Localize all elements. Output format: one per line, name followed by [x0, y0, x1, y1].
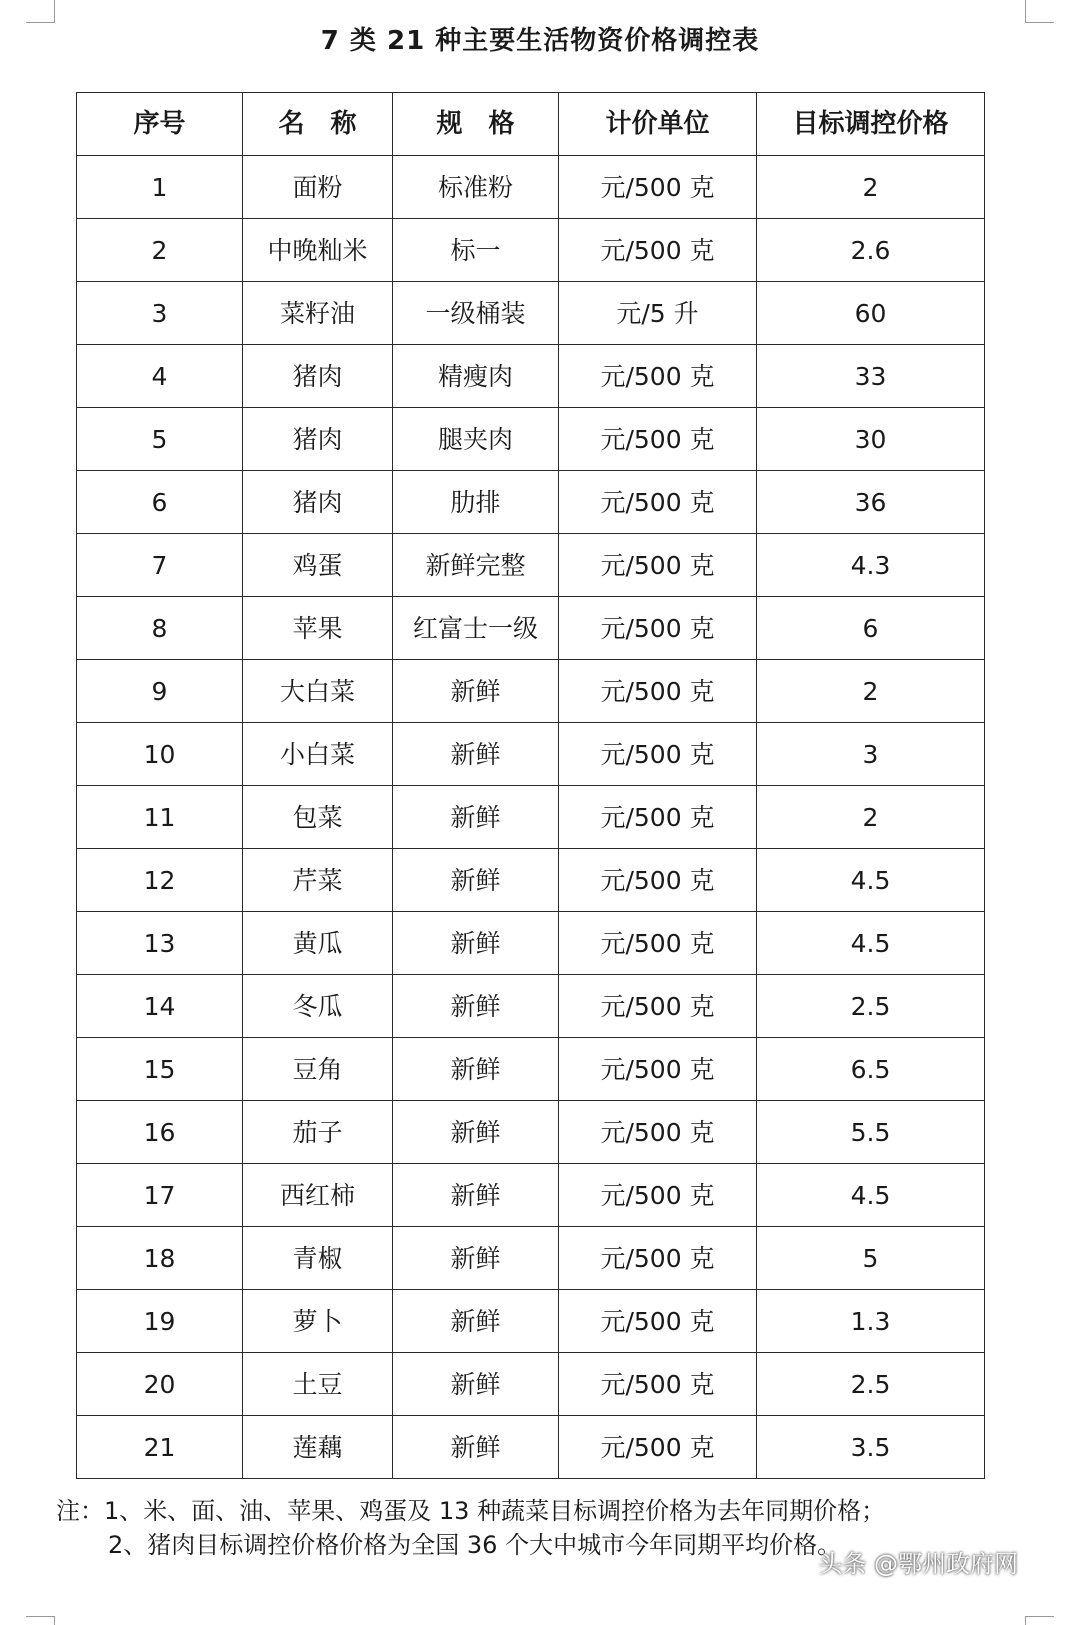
table-row	[77, 408, 985, 471]
cell-target-price: 60	[757, 282, 985, 345]
cell-target-price: 2.5	[757, 975, 985, 1038]
cell-pricing-unit: 元/500 克	[559, 534, 757, 597]
cell-serial-number: 16	[77, 1101, 243, 1164]
table-row	[77, 1164, 985, 1227]
cell-specification: 一级桶装	[393, 282, 559, 345]
cell-serial-number: 11	[77, 786, 243, 849]
cell-specification: 肋排	[393, 471, 559, 534]
cell-pricing-unit: 元/500 克	[559, 912, 757, 975]
cell-pricing-unit: 元/500 克	[559, 345, 757, 408]
cell-name: 猪肉	[243, 471, 393, 534]
cell-specification: 新鲜	[393, 1416, 559, 1479]
cell-target-price: 33	[757, 345, 985, 408]
cell-target-price: 2	[757, 156, 985, 219]
table-row	[77, 471, 985, 534]
source-watermark	[818, 1544, 1018, 1579]
cell-pricing-unit: 元/500 克	[559, 156, 757, 219]
table-row	[77, 1353, 985, 1416]
cell-pricing-unit: 元/500 克	[559, 597, 757, 660]
cell-target-price: 3	[757, 723, 985, 786]
cell-target-price: 4.3	[757, 534, 985, 597]
table-row	[77, 660, 985, 723]
cell-serial-number: 1	[77, 156, 243, 219]
cell-name: 苹果	[243, 597, 393, 660]
cell-target-price: 2	[757, 660, 985, 723]
cell-serial-number: 8	[77, 597, 243, 660]
cell-name: 菜籽油	[243, 282, 393, 345]
cell-name: 大白菜	[243, 660, 393, 723]
cell-specification: 新鲜	[393, 1227, 559, 1290]
header-name: 名 称	[243, 93, 393, 156]
page-corner-mark-bottom-left	[26, 1616, 55, 1625]
cell-pricing-unit: 元/500 克	[559, 219, 757, 282]
cell-pricing-unit: 元/500 克	[559, 786, 757, 849]
cell-serial-number: 6	[77, 471, 243, 534]
cell-name: 猪肉	[243, 408, 393, 471]
price-control-table	[76, 92, 985, 1479]
cell-specification: 新鲜	[393, 1038, 559, 1101]
header-pricing-unit: 计价单位	[559, 93, 757, 156]
table-row	[77, 912, 985, 975]
table-row	[77, 597, 985, 660]
cell-target-price: 30	[757, 408, 985, 471]
table-row	[77, 1227, 985, 1290]
cell-specification: 腿夹肉	[393, 408, 559, 471]
cell-pricing-unit: 元/500 克	[559, 1290, 757, 1353]
cell-name: 土豆	[243, 1353, 393, 1416]
cell-specification: 新鲜	[393, 1290, 559, 1353]
cell-name: 猪肉	[243, 345, 393, 408]
cell-specification: 新鲜完整	[393, 534, 559, 597]
cell-specification: 新鲜	[393, 849, 559, 912]
table-row	[77, 786, 985, 849]
cell-specification: 新鲜	[393, 1353, 559, 1416]
cell-pricing-unit: 元/500 克	[559, 1353, 757, 1416]
table-row	[77, 156, 985, 219]
cell-name: 小白菜	[243, 723, 393, 786]
cell-name: 包菜	[243, 786, 393, 849]
cell-specification: 新鲜	[393, 786, 559, 849]
cell-serial-number: 17	[77, 1164, 243, 1227]
cell-target-price: 4.5	[757, 849, 985, 912]
header-specification: 规 格	[393, 93, 559, 156]
cell-specification: 新鲜	[393, 975, 559, 1038]
watermark-text: 头条 @鄂州政府网	[818, 1550, 1018, 1578]
cell-serial-number: 19	[77, 1290, 243, 1353]
cell-specification: 标准粉	[393, 156, 559, 219]
cell-serial-number: 20	[77, 1353, 243, 1416]
cell-specification: 新鲜	[393, 1164, 559, 1227]
table-row	[77, 282, 985, 345]
cell-name: 青椒	[243, 1227, 393, 1290]
cell-pricing-unit: 元/500 克	[559, 1164, 757, 1227]
cell-target-price: 4.5	[757, 912, 985, 975]
cell-target-price: 2.6	[757, 219, 985, 282]
cell-serial-number: 21	[77, 1416, 243, 1479]
cell-pricing-unit: 元/500 克	[559, 849, 757, 912]
table-row	[77, 849, 985, 912]
table-header-row	[77, 93, 985, 156]
cell-specification: 红富士一级	[393, 597, 559, 660]
document-title: 7 类 21 种主要生活物资价格调控表	[320, 26, 760, 56]
header-target-price: 目标调控价格	[757, 93, 985, 156]
cell-serial-number: 4	[77, 345, 243, 408]
cell-specification: 新鲜	[393, 1101, 559, 1164]
cell-target-price: 6.5	[757, 1038, 985, 1101]
header-serial-number: 序号	[77, 93, 243, 156]
cell-target-price: 1.3	[757, 1290, 985, 1353]
cell-name: 豆角	[243, 1038, 393, 1101]
cell-pricing-unit: 元/500 克	[559, 975, 757, 1038]
cell-specification: 新鲜	[393, 660, 559, 723]
table-row	[77, 219, 985, 282]
cell-serial-number: 13	[77, 912, 243, 975]
cell-name: 黄瓜	[243, 912, 393, 975]
cell-pricing-unit: 元/500 克	[559, 1416, 757, 1479]
cell-pricing-unit: 元/500 克	[559, 471, 757, 534]
cell-name: 鸡蛋	[243, 534, 393, 597]
cell-serial-number: 7	[77, 534, 243, 597]
cell-name: 萝卜	[243, 1290, 393, 1353]
cell-name: 中晚籼米	[243, 219, 393, 282]
note-line-1: 注：1、米、面、油、苹果、鸡蛋及 13 种蔬菜目标调控价格为去年同期价格；	[56, 1497, 886, 1525]
cell-name: 冬瓜	[243, 975, 393, 1038]
cell-pricing-unit: 元/500 克	[559, 723, 757, 786]
table-row	[77, 1101, 985, 1164]
cell-pricing-unit: 元/500 克	[559, 408, 757, 471]
note-line-2: 2、猪肉目标调控价格价格为全国 36 个大中城市今年同期平均价格。	[108, 1531, 842, 1559]
cell-serial-number: 14	[77, 975, 243, 1038]
table-row	[77, 345, 985, 408]
cell-target-price: 36	[757, 471, 985, 534]
cell-target-price: 2.5	[757, 1353, 985, 1416]
cell-pricing-unit: 元/500 克	[559, 1227, 757, 1290]
table-row	[77, 1290, 985, 1353]
cell-serial-number: 12	[77, 849, 243, 912]
cell-specification: 标一	[393, 219, 559, 282]
cell-target-price: 4.5	[757, 1164, 985, 1227]
table-row	[77, 1038, 985, 1101]
cell-specification: 精瘦肉	[393, 345, 559, 408]
cell-name: 莲藕	[243, 1416, 393, 1479]
page-corner-mark-bottom-right	[1025, 1616, 1054, 1625]
cell-serial-number: 2	[77, 219, 243, 282]
cell-serial-number: 10	[77, 723, 243, 786]
cell-serial-number: 5	[77, 408, 243, 471]
table-row	[77, 534, 985, 597]
cell-target-price: 3.5	[757, 1416, 985, 1479]
cell-specification: 新鲜	[393, 912, 559, 975]
cell-target-price: 6	[757, 597, 985, 660]
cell-serial-number: 3	[77, 282, 243, 345]
cell-target-price: 5.5	[757, 1101, 985, 1164]
cell-name: 芹菜	[243, 849, 393, 912]
cell-serial-number: 9	[77, 660, 243, 723]
cell-name: 茄子	[243, 1101, 393, 1164]
cell-pricing-unit: 元/500 克	[559, 660, 757, 723]
cell-name: 西红柿	[243, 1164, 393, 1227]
cell-pricing-unit: 元/500 克	[559, 1038, 757, 1101]
cell-target-price: 5	[757, 1227, 985, 1290]
table-row	[77, 723, 985, 786]
cell-name: 面粉	[243, 156, 393, 219]
cell-target-price: 2	[757, 786, 985, 849]
cell-serial-number: 15	[77, 1038, 243, 1101]
table-row	[77, 1416, 985, 1479]
cell-specification: 新鲜	[393, 723, 559, 786]
table-row	[77, 975, 985, 1038]
cell-pricing-unit: 元/5 升	[559, 282, 757, 345]
cell-pricing-unit: 元/500 克	[559, 1101, 757, 1164]
cell-serial-number: 18	[77, 1227, 243, 1290]
